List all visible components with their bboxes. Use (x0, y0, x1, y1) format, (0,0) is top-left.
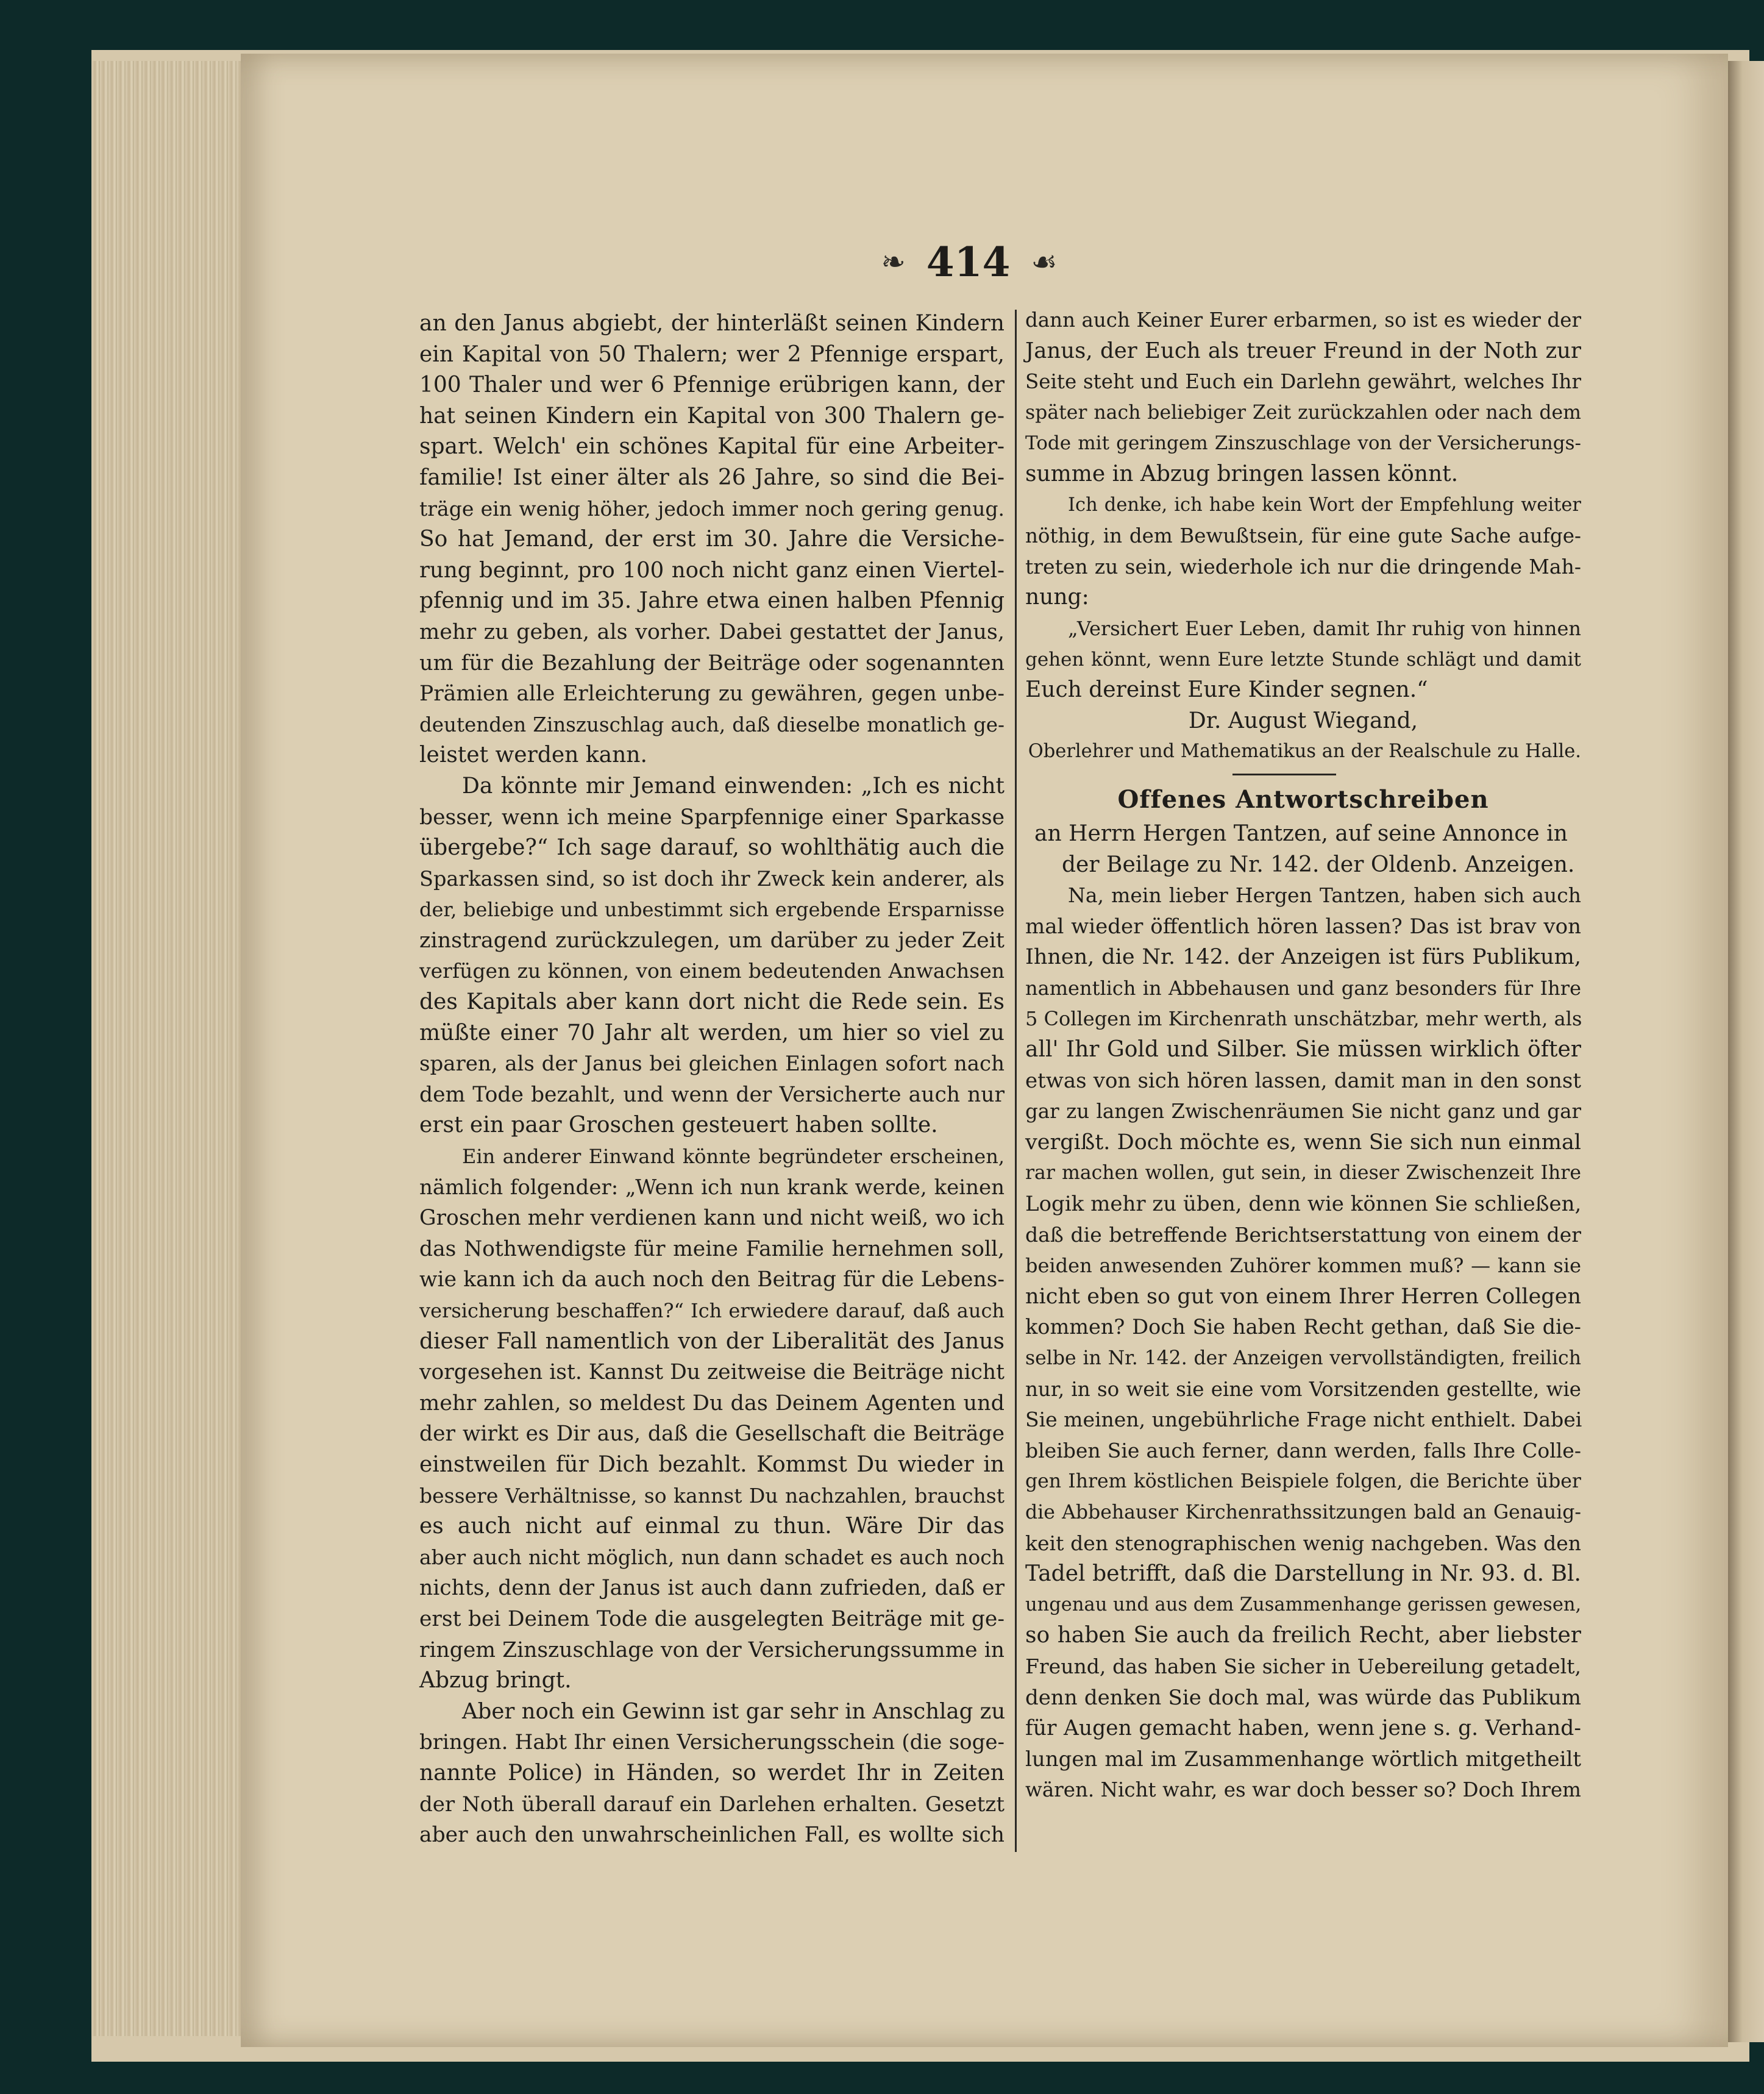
text-line: pfennig und im 35. Jahre etwa einen halben Pfennig (419, 588, 1005, 614)
text-line: lungen mal im Zusammenhange wörtlich mitgetheilt (1025, 1747, 1581, 1772)
text-line: Freund, das haben Sie sicher in Uebereilung getadelt, (1025, 1654, 1581, 1678)
text-line: 100 Thaler und wer 6 Pfennige erübrigen kann, der (419, 372, 1005, 398)
text-line: so haben Sie auch da freilich Recht, aber liebster (1025, 1623, 1581, 1648)
text-line: Abzug bringt. (419, 1668, 572, 1693)
text-line: Tadel betrifft, daß die Darstellung in Nr. 93. d. Bl. (1025, 1561, 1581, 1587)
ornament-left-icon: ❧ (881, 245, 906, 279)
right-column (1025, 305, 1581, 1806)
text-line: erst bei Deinem Tode die ausgelegten Beiträge mit ge- (419, 1606, 1005, 1631)
text-line: Sparkassen sind, so ist doch ihr Zweck kein anderer, als (419, 866, 1005, 891)
text-line: all' Ihr Gold und Silber. Sie müssen wirklich öfter (1025, 1037, 1581, 1063)
text-line: Aber noch ein Gewinn ist gar sehr in Anschlag zu (462, 1698, 1006, 1724)
text-line: bleiben Sie auch ferner, dann werden, falls Ihre Colle- (1025, 1438, 1581, 1462)
ornament-right-icon: ☙ (1031, 245, 1058, 279)
text-line: ein Kapital von 50 Thalern; wer 2 Pfennige erspart, (419, 341, 1005, 367)
text-line: Ein anderer Einwand könnte begründeter erscheinen, (462, 1145, 1005, 1169)
text-line: dann auch Keiner Eurer erbarmen, so ist es wieder der (1025, 308, 1581, 332)
text-line: mal wieder öffentlich hören lassen? Das ist brav von (1025, 914, 1581, 939)
left-column (419, 308, 1005, 1851)
text-line: der, beliebige und unbestimmt sich ergebende Ersparnisse (419, 898, 1005, 922)
text-line: gar zu langen Zwischenräumen Sie nicht ganz und gar (1025, 1100, 1581, 1124)
text-line: übergebe?“ Ich sage darauf, so wohlthätig auch die (419, 835, 1005, 861)
text-line: ringem Zinszuschlage von der Versicherungssumme in (419, 1637, 1005, 1662)
text-line: beiden anwesenden Zuhörer kommen muß? — kann sie (1025, 1254, 1581, 1278)
text-line: versicherung beschaffen?“ Ich erwiedere darauf, daß auch (419, 1299, 1005, 1322)
page-header (847, 238, 1091, 287)
text-line: rar machen wollen, gut sein, in dieser Zwischenzeit Ihre (1025, 1162, 1581, 1184)
text-line: nung: (1025, 585, 1089, 610)
text-line: mehr zu geben, als vorher. Dabei gestattet der Janus, (419, 619, 1005, 644)
text-line: Groschen mehr verdienen kann und nicht weiß, wo ich (419, 1206, 1005, 1231)
text-line: 5 Collegen im Kirchenrath unschätzbar, mehr werth, als (1025, 1007, 1582, 1031)
text-line: der Noth überall darauf ein Darlehen erhalten. Gesetzt (419, 1792, 1005, 1817)
article-title: Offenes Antwortschreiben (1117, 785, 1489, 814)
subtitle-line: an Herrn Hergen Tantzen, auf seine Annonce in (1034, 821, 1568, 846)
text-line: treten zu sein, wiederhole ich nur die dringende Mah- (1025, 554, 1581, 579)
text-line: vergißt. Doch möchte es, wenn Sie sich nun einmal (1025, 1130, 1581, 1155)
text-line: zinstragend zurückzulegen, um darüber zu jeder Zeit (419, 928, 1005, 953)
text-line: aber auch nicht möglich, nun dann schadet es auch noch (419, 1545, 1005, 1569)
text-line: nämlich folgender: „Wenn ich nun krank werde, keinen (419, 1175, 1005, 1200)
text-line: einstweilen für Dich bezahlt. Kommst Du wieder in (419, 1451, 1005, 1477)
text-line: später nach beliebiger Zeit zurückzahlen oder nach dem (1025, 401, 1581, 424)
article-subtitle (1025, 819, 1581, 880)
text-line: spart. Welch' ein schönes Kapital für eine Arbeiter- (419, 434, 1005, 460)
text-line: Seite steht und Euch ein Darlehn gewährt, welches Ihr (1025, 370, 1581, 394)
text-line: namentlich in Abbehausen und ganz besonders für Ihre (1025, 976, 1581, 1000)
text-line: daß die betreffende Berichtserstattung von einem der (1025, 1222, 1581, 1247)
text-line: keit den stenographischen wenig nachgeben. Was den (1025, 1531, 1581, 1555)
column-divider (1015, 310, 1017, 1852)
text-line: Janus, der Euch als treuer Freund in der Noth zur (1025, 338, 1581, 363)
text-line: „Versichert Euer Leben, damit Ihr ruhig von hinnen (1068, 616, 1581, 640)
text-line: selbe in Nr. 142. der Anzeigen vervollständigten, freilich (1025, 1347, 1581, 1369)
text-line: die Abbehauser Kirchenrathssitzungen bald an Genauig- (1025, 1501, 1581, 1523)
text-line: Ich denke, ich habe kein Wort der Empfehlung weiter (1068, 494, 1581, 516)
text-line: ungenau und aus dem Zusammenhange gerissen gewesen, (1025, 1594, 1582, 1615)
subtitle-line: der Beilage zu Nr. 142. der Oldenb. Anzeigen. (1062, 852, 1575, 877)
text-line: aber auch den unwahrscheinlichen Fall, es wollte sich (419, 1823, 1005, 1848)
text-line: Euch dereinst Eure Kinder segnen.“ (1025, 677, 1428, 703)
article-continuation (1025, 305, 1581, 767)
text-line: rung beginnt, pro 100 noch nicht ganz einen Viertel- (419, 557, 1005, 583)
text-line: nur, in so weit sie eine vom Vorsitzenden gestellte, wie (1025, 1377, 1581, 1401)
article-body (1025, 880, 1581, 1806)
text-line: nichts, denn der Janus ist auch dann zufrieden, daß er (419, 1576, 1005, 1601)
text-line: Tode mit geringem Zinszuschlage von der Versicherungs- (1025, 432, 1581, 455)
text-line: vorgesehen ist. Kannst Du zeitweise die Beiträge nicht (419, 1360, 1005, 1385)
text-line: Na, mein lieber Hergen Tantzen, haben sich auch (1068, 883, 1581, 908)
text-line: So hat Jemand, der erst im 30. Jahre die Versiche- (419, 527, 1005, 552)
text-line: erst ein paar Groschen gesteuert haben sollte. (419, 1113, 938, 1138)
text-line: verfügen zu können, von einem bedeutenden Anwachsen (419, 959, 1005, 983)
text-line: nöthig, in dem Bewußtsein, für eine gute Sache aufge- (1025, 524, 1581, 548)
text-line: gen Ihrem köstlichen Beispiele folgen, die Berichte über (1025, 1470, 1581, 1493)
text-line: besser, wenn ich meine Sparpfennige einer Sparkasse (419, 805, 1005, 830)
section-separator (1025, 767, 1581, 781)
page-number: 414 (926, 238, 1011, 286)
text-line: nicht eben so gut von einem Ihrer Herren Collegen (1025, 1284, 1581, 1309)
text-line: müßte einer 70 Jahr alt werden, um hier so viel zu (419, 1020, 1005, 1045)
text-line: Prämien alle Erleichterung zu gewähren, gegen unbe- (419, 682, 1005, 707)
text-line: Dr. August Wiegand, (1188, 708, 1418, 733)
text-line: hat seinen Kindern ein Kapital von 300 Thalern ge- (419, 403, 1005, 429)
text-line: denn denken Sie doch mal, was würde das Publikum (1025, 1685, 1581, 1710)
page-edges (91, 61, 244, 2036)
text-line: für Augen gemacht haben, wenn jene s. g. Verhand- (1025, 1716, 1581, 1741)
text-line: Ihnen, die Nr. 142. der Anzeigen ist fürs Publikum, (1025, 945, 1581, 970)
text-line: etwas von sich hören lassen, damit man in den sonst (1025, 1068, 1581, 1093)
text-line: Oberlehrer und Mathematikus an der Realschule zu Halle. (1028, 741, 1581, 763)
text-line: Da könnte mir Jemand einwenden: „Ich es nicht (462, 773, 1005, 799)
text-line: um für die Bezahlung der Beiträge oder sogenannten (419, 650, 1005, 675)
text-line: es auch nicht auf einmal zu thun. Wäre Dir das (419, 1514, 1005, 1539)
text-line: der wirkt es Dir aus, daß die Gesellschaft die Beiträge (419, 1422, 1005, 1447)
text-line: wären. Nicht wahr, es war doch besser so? Doch Ihrem (1025, 1778, 1581, 1802)
text-line: bessere Verhältnisse, so kannst Du nachzahlen, brauchst (419, 1483, 1005, 1508)
facing-page-edge (1728, 61, 1764, 2042)
text-line: gehen könnt, wenn Eure letzte Stunde schlägt und damit (1025, 648, 1581, 671)
text-line: kommen? Doch Sie haben Recht gethan, daß Sie die- (1025, 1315, 1581, 1339)
text-line: Sie meinen, ungebührliche Frage nicht enthielt. Dabei (1025, 1408, 1582, 1432)
text-line: bringen. Habt Ihr einen Versicherungsschein (die soge- (419, 1730, 1005, 1755)
text-line: summe in Abzug bringen lassen könnt. (1025, 461, 1459, 486)
text-line: sparen, als der Janus bei gleichen Einlagen sofort nach (419, 1052, 1005, 1077)
text-line: mehr zahlen, so meldest Du das Deinem Agenten und (419, 1391, 1005, 1416)
text-line: wie kann ich da auch noch den Beitrag für die Lebens- (419, 1267, 1005, 1292)
text-line: des Kapitals aber kann dort nicht die Rede sein. Es (419, 989, 1005, 1015)
text-line: träge ein wenig höher, jedoch immer noch gering genug. (419, 496, 1005, 521)
text-line: deutenden Zinszuschlag auch, daß dieselbe monatlich ge- (419, 713, 1005, 736)
text-line: familie! Ist einer älter als 26 Jahre, so sind die Bei- (419, 465, 1005, 490)
text-line: Logik mehr zu üben, denn wie können Sie schließen, (1025, 1192, 1582, 1217)
text-line: an den Janus abgiebt, der hinterläßt seinen Kindern (419, 311, 1005, 336)
text-line: dem Tode bezahlt, und wenn der Versicherte auch nur (419, 1082, 1005, 1107)
text-line: das Nothwendigste für meine Familie hernehmen soll, (419, 1236, 1005, 1261)
text-line: dieser Fall namentlich von der Liberalität des Janus (419, 1328, 1005, 1354)
text-line: nannte Police) in Händen, so werdet Ihr in Zeiten (419, 1760, 1005, 1786)
text-line: leistet werden kann. (419, 743, 647, 768)
